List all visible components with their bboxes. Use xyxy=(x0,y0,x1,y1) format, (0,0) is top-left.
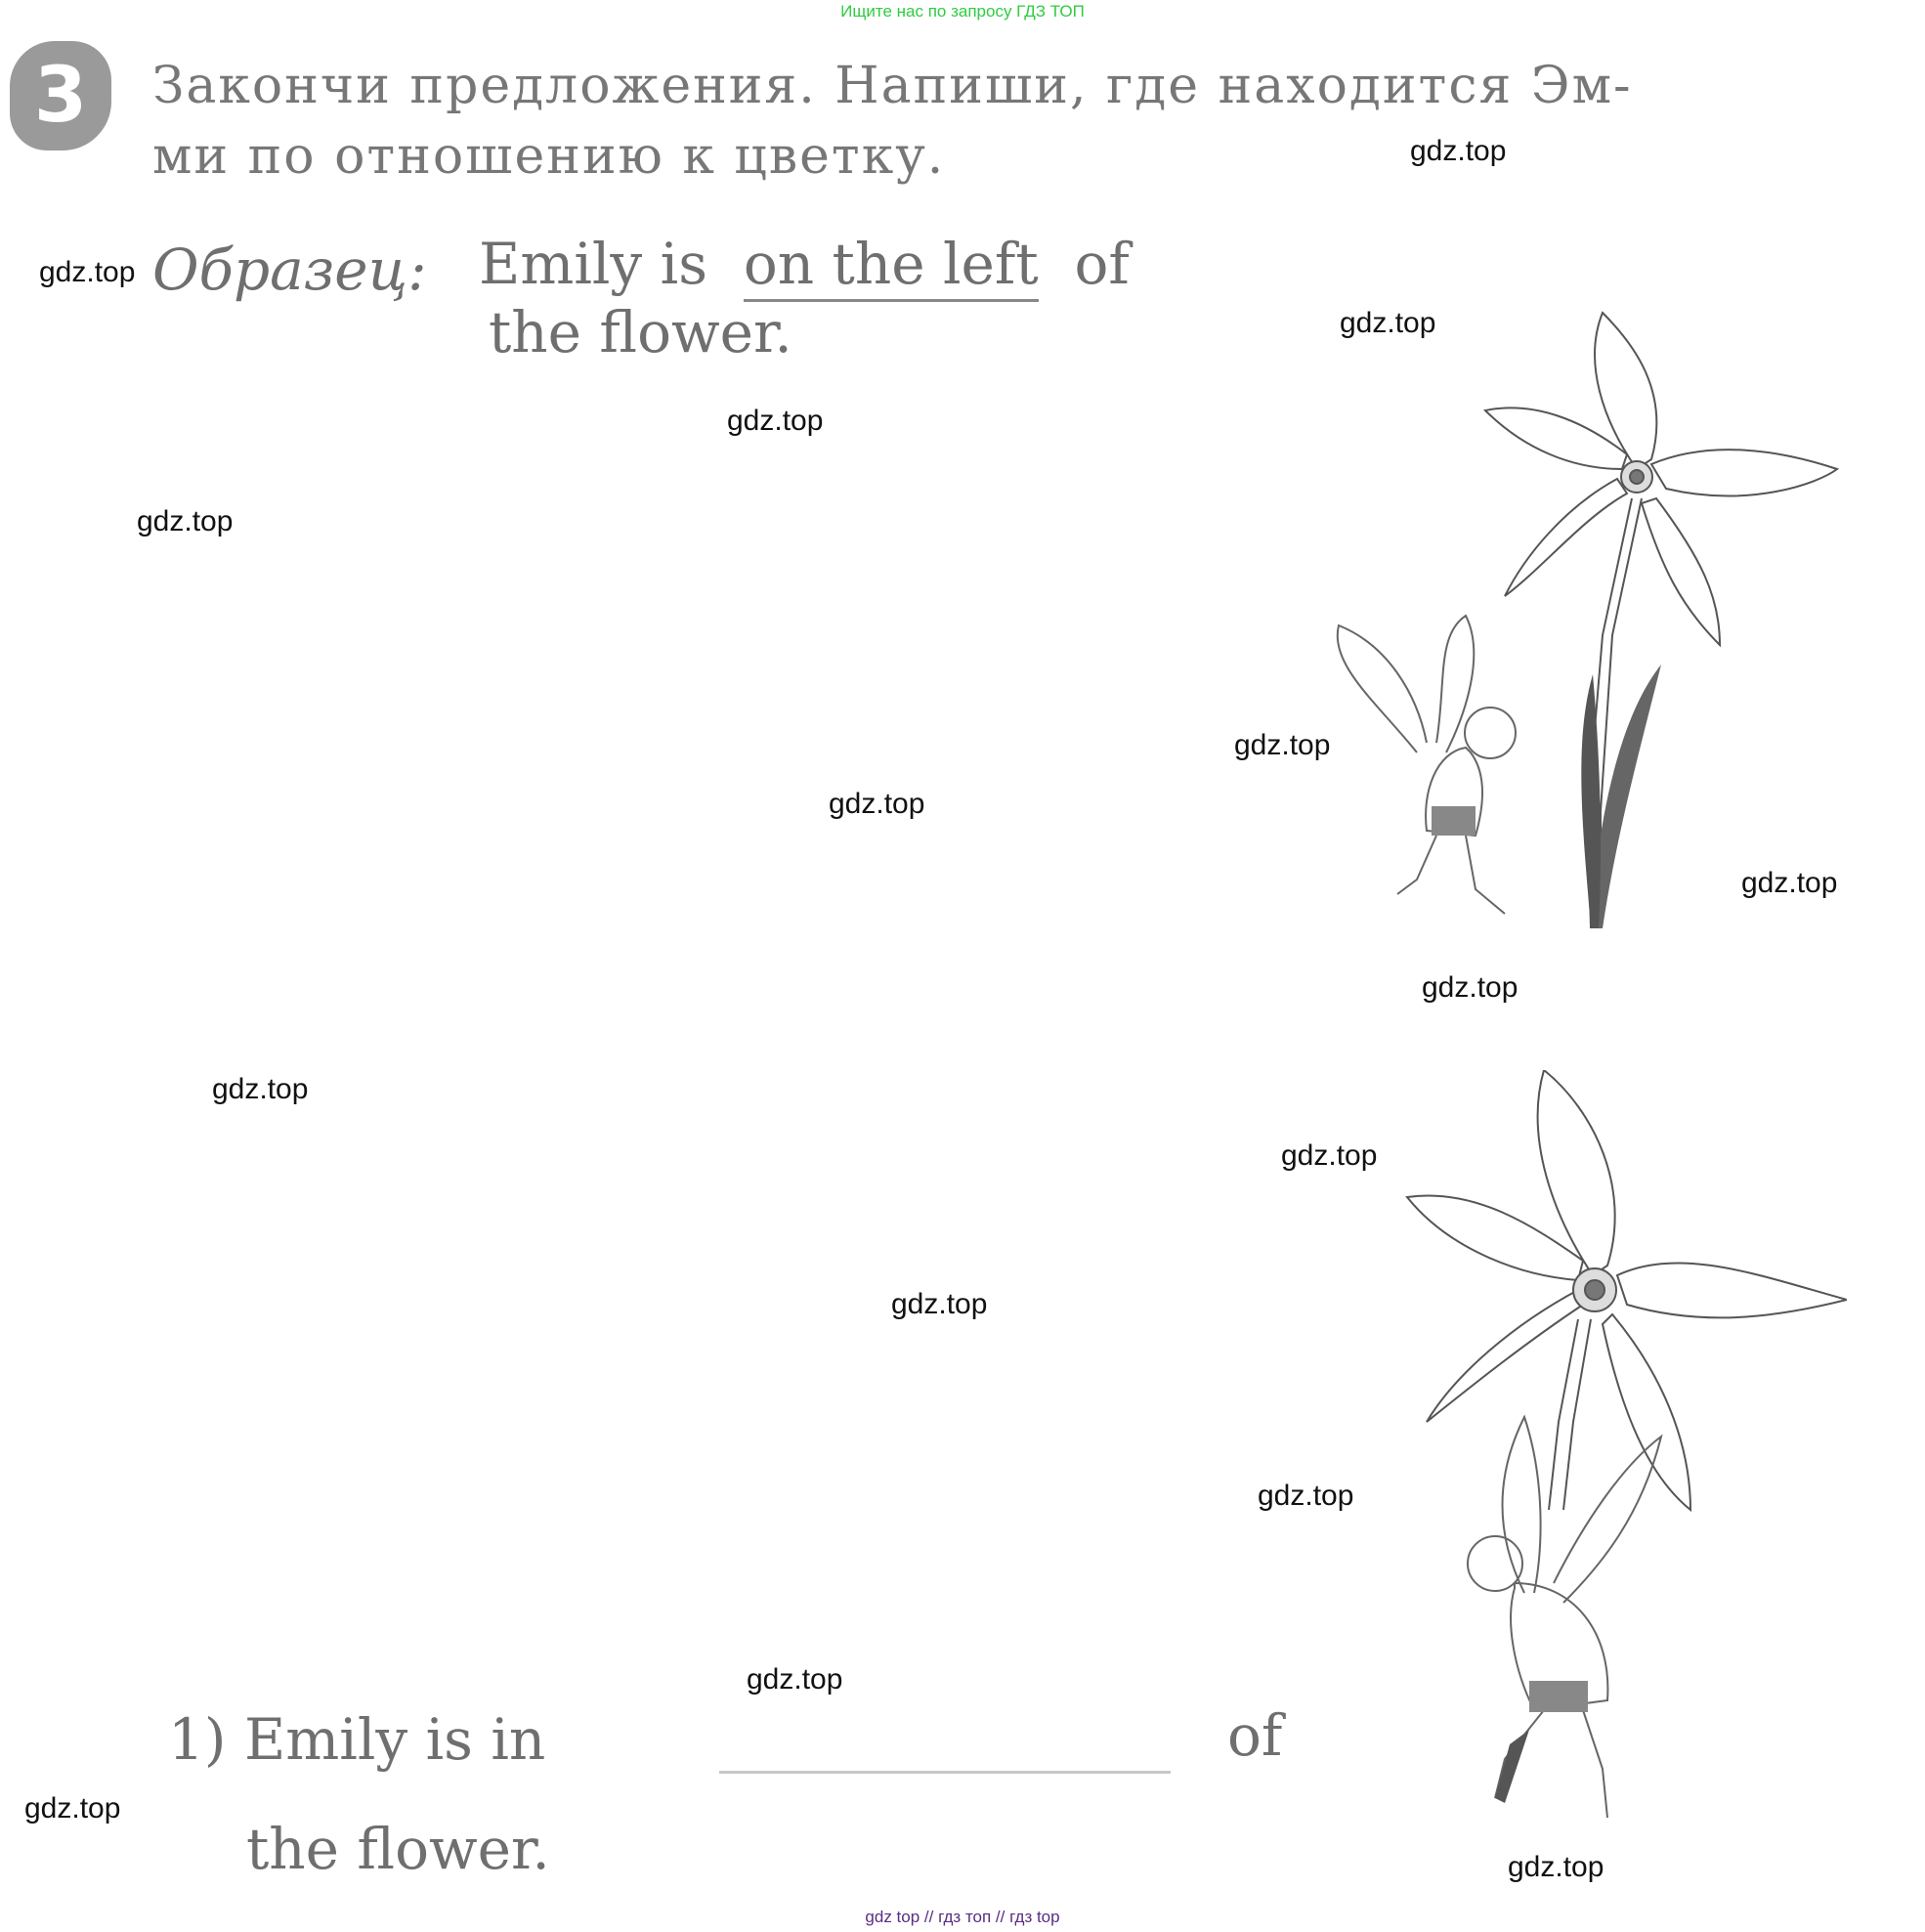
exercise-1-part1: Emily is in xyxy=(243,1706,546,1773)
exercise-1-part2: of xyxy=(1227,1702,1283,1769)
watermark: gdz.top xyxy=(1422,971,1519,1004)
watermark: gdz.top xyxy=(137,505,234,537)
sample-part2: of xyxy=(1074,231,1130,297)
fairy-emily-2-illustration xyxy=(1436,1407,1681,1857)
top-banner[interactable]: Ищите нас по запросу ГДЗ ТОП xyxy=(840,2,1085,21)
sample-label: Образец: xyxy=(152,236,427,303)
exercise-1-number: 1) xyxy=(168,1706,227,1773)
watermark: gdz.top xyxy=(39,256,136,288)
watermark: gdz.top xyxy=(891,1288,988,1320)
exercise-1-sentence xyxy=(168,1706,545,1773)
watermark: gdz.top xyxy=(727,405,824,437)
task-instruction-line-2: ми по отношению к цветку. xyxy=(152,127,946,186)
watermark: gdz.top xyxy=(747,1663,843,1696)
watermark: gdz.top xyxy=(1741,867,1838,899)
watermark: gdz.top xyxy=(1234,729,1331,761)
task-instruction-line-1: Закончи предложения. Напиши, где находится Эм- xyxy=(152,57,1633,115)
watermark: gdz.top xyxy=(1281,1139,1378,1172)
watermark: gdz.top xyxy=(1508,1851,1604,1883)
sample-part1: Emily is xyxy=(479,231,707,297)
task-number-badge xyxy=(10,41,111,150)
sample-sentence xyxy=(479,231,1130,297)
watermark: gdz.top xyxy=(829,788,925,820)
sample-sentence-line-2: the flower. xyxy=(489,299,792,365)
watermark: gdz.top xyxy=(24,1792,121,1825)
fairy-emily-1-illustration xyxy=(1329,606,1524,928)
task-number: 3 xyxy=(33,52,88,140)
footer-links[interactable]: gdz top // гдз топ // гдз top xyxy=(865,1908,1060,1926)
exercise-1-line-2: the flower. xyxy=(246,1816,550,1882)
sample-answer: on the left xyxy=(744,231,1039,302)
watermark: gdz.top xyxy=(1340,307,1436,339)
watermark: gdz.top xyxy=(1258,1480,1354,1512)
watermark: gdz.top xyxy=(212,1073,309,1105)
exercise-1-answer-blank[interactable] xyxy=(719,1771,1171,1774)
watermark: gdz.top xyxy=(1410,135,1507,167)
